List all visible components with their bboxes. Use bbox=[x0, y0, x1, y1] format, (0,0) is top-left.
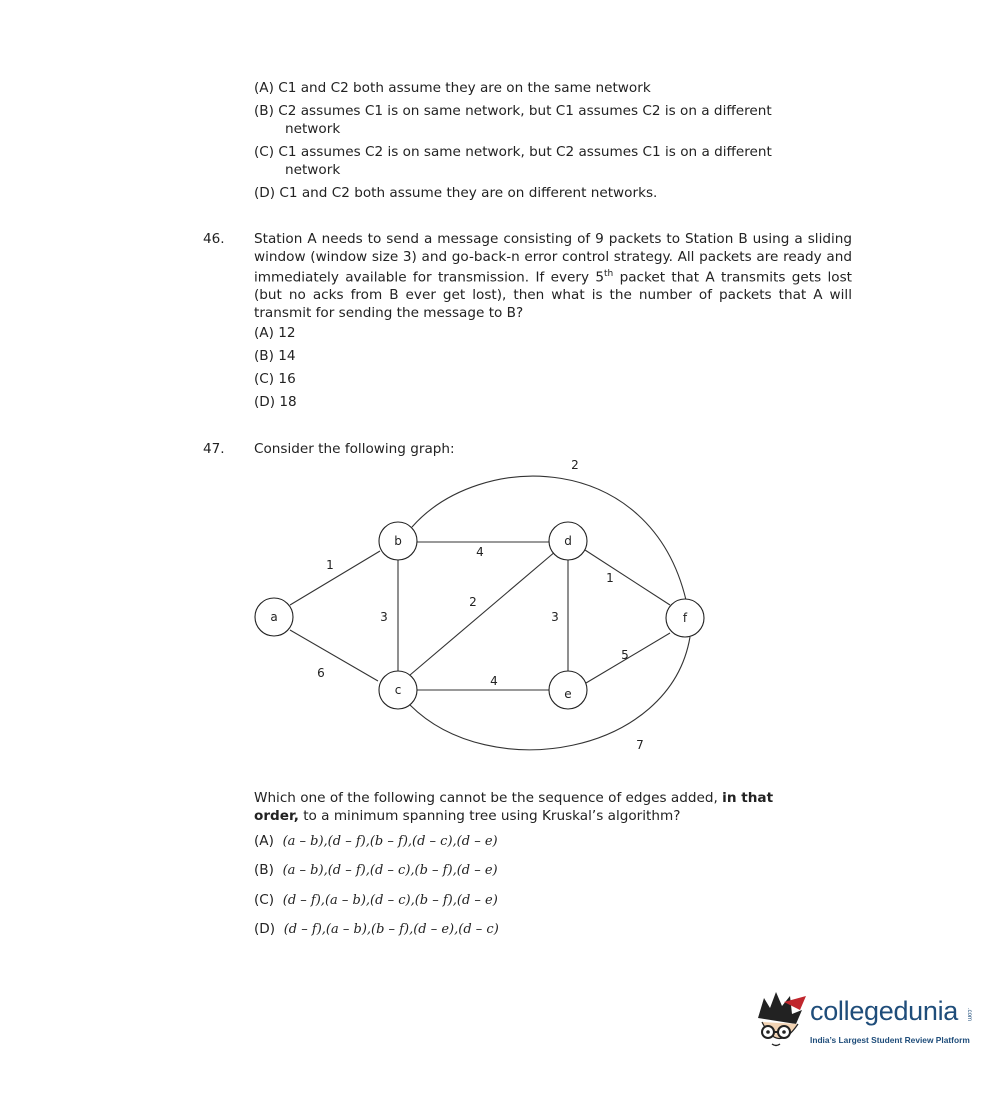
q46-superscript: th bbox=[604, 269, 614, 279]
q47-question-part1: Which one of the following cannot be the sequence of edges added, bbox=[254, 790, 723, 806]
q46-option-b: (B) 14 bbox=[254, 348, 296, 364]
q46-option-a: (A) 12 bbox=[254, 325, 296, 341]
edge-d-f bbox=[585, 550, 670, 605]
q47-option-b-label: (B) bbox=[254, 862, 274, 878]
weight-a-b: 1 bbox=[326, 558, 334, 572]
brand-tagline: India’s Largest Student Review Platform bbox=[810, 1035, 970, 1045]
q47-option-c-label: (C) bbox=[254, 892, 275, 908]
weight-d-f: 1 bbox=[606, 571, 614, 585]
edge-c-d bbox=[410, 551, 556, 675]
q47-option-c-sequence: (d – f),(a – b),(d – c),(b – f),(d – e) bbox=[282, 893, 498, 908]
q45-option-b: (B) C2 assumes C1 is on same network, but C1 assumes C2 is on a different bbox=[254, 103, 772, 119]
q45-option-b-continued: network bbox=[285, 121, 341, 137]
weight-c-f: 7 bbox=[636, 738, 644, 752]
q47-option-a-label: (A) bbox=[254, 833, 274, 849]
q46-text bbox=[254, 231, 852, 322]
weight-c-d: 2 bbox=[469, 595, 477, 609]
node-f-label: f bbox=[682, 611, 688, 625]
q46-text-part2: packet that A transmits gets lost (but no acks from B ever get lost), then what is the number of packets that A will transmit for sending the message to B? bbox=[254, 269, 853, 321]
q45-option-d: (D) C1 and C2 both assume they are on different networks. bbox=[254, 185, 658, 201]
q45-option-c: (C) C1 assumes C2 is on same network, but C2 assumes C1 is on a different bbox=[254, 144, 772, 160]
q47-option-b-sequence: (a – b),(d – f),(d – c),(b – f),(d – e) bbox=[282, 863, 498, 878]
edge-a-b bbox=[290, 551, 380, 605]
q47-option-c bbox=[254, 892, 498, 909]
q46-text-part1: Station A needs to send a message consisting of 9 packets to Station B using a sliding window (window size 3) and go-back-n error control strategy. All packets are ready and immediately available for transmission. If every 5 bbox=[254, 231, 852, 286]
q47-number: 47. bbox=[203, 441, 225, 457]
q47-question-part2: to a minimum spanning tree using Kruskal’s algorithm? bbox=[298, 807, 681, 824]
q45-option-a: (A) C1 and C2 both assume they are on the same network bbox=[254, 80, 651, 96]
weight-b-c: 3 bbox=[380, 610, 388, 624]
weight-c-e: 4 bbox=[490, 674, 498, 688]
q47-option-b bbox=[254, 862, 498, 879]
weight-a-c: 6 bbox=[317, 666, 325, 680]
q47-question-bold1: in that bbox=[722, 790, 774, 806]
collegedunia-logo bbox=[748, 988, 978, 1058]
weight-d-e: 3 bbox=[551, 610, 559, 624]
weight-e-f: 5 bbox=[621, 648, 629, 662]
q46-option-c: (C) 16 bbox=[254, 371, 296, 387]
q47-option-d-label: (D) bbox=[254, 921, 276, 937]
node-e-label: e bbox=[564, 687, 572, 701]
node-c-label: c bbox=[394, 683, 402, 697]
node-a-label: a bbox=[270, 610, 278, 624]
q46-option-d: (D) 18 bbox=[254, 394, 297, 410]
student-mascot-icon bbox=[748, 988, 810, 1058]
q47-question-bold2: order, bbox=[254, 807, 299, 824]
node-d-label: d bbox=[564, 534, 572, 548]
weighted-graph-diagram bbox=[250, 455, 720, 770]
q47-question bbox=[254, 790, 852, 825]
q45-option-c-continued: network bbox=[285, 162, 341, 178]
q47-option-d-sequence: (d – f),(a – b),(b – f),(d – e),(d – c) bbox=[283, 922, 499, 937]
weight-b-d: 4 bbox=[476, 545, 484, 559]
weight-b-f: 2 bbox=[571, 458, 579, 472]
q47-option-d bbox=[254, 921, 499, 938]
q47-option-a-sequence: (a – b),(d – f),(b – f),(d – c),(d – e) bbox=[282, 834, 498, 849]
q47-option-a bbox=[254, 833, 498, 850]
q46-number: 46. bbox=[203, 231, 225, 247]
q47-intro: Consider the following graph: bbox=[254, 441, 455, 457]
edge-a-c bbox=[290, 630, 378, 681]
brand-domain: .com bbox=[966, 1008, 972, 1022]
brand-name: collegedunia bbox=[810, 996, 959, 1026]
node-b-label: b bbox=[394, 534, 402, 548]
